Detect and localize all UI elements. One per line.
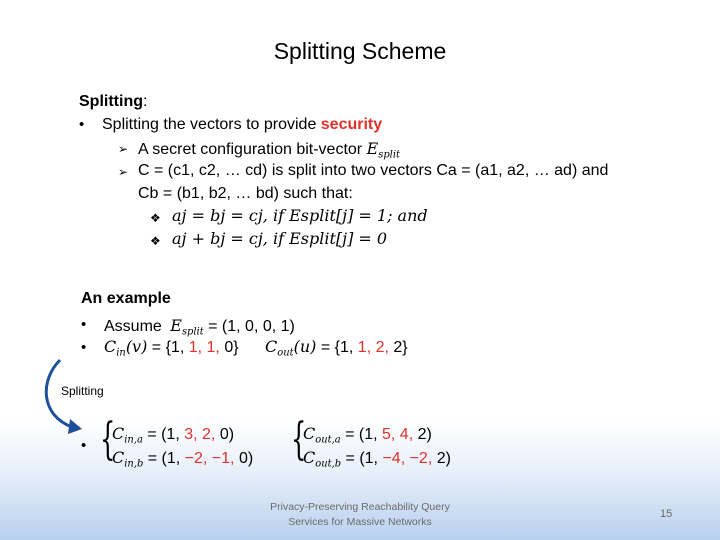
split-description-line: C = (c1, c2, … cd) is split into two vectors Ca = (a1, a2, … ad) and [138,162,609,179]
example-assume: Assume $E_{split} = (1$, 0, 0, 1) [104,316,295,338]
splitting-heading: Splitting: [79,93,148,110]
bullet-dot-icon: • [81,339,87,356]
split-description-cont: Cb = (b1, b2, … bd) such that: [138,185,353,202]
bullet-dot-icon: • [79,116,85,133]
bullet-dot-icon: • [81,437,87,454]
arrow-bullet-icon: ➢ [118,165,129,179]
cout-b-row: $C_{out,b} = (1$, −4, −2, 2) [303,448,451,470]
condition-equal: aj = bj = cj, if Esplit[j] = 1; and [172,206,428,225]
cin-b-row: $C_{in,b} = (1$, −2, −1, 0) [112,448,254,470]
bullet-security: Splitting the vectors to provide security [102,116,383,133]
footer-text: Privacy-Preserving Reachability Query Services for Massive Networks [270,501,450,528]
right-brace: { [291,414,307,465]
diamond-bullet-icon: ❖ [150,234,161,248]
secret-vector-line: A secret configuration bit-vector $E_{split}$ [138,139,400,161]
cin-a-row: $C_{in,a} = (1$, 3, 2, 0) [112,424,235,446]
splitting-label: Splitting [61,384,104,398]
slide-title: Splitting Scheme [273,38,447,64]
example-heading: An example [81,290,171,307]
example-cin-cout: $C_{in}(v) = \{1$, 1, 1, 0} $C_{out}(u) = \{1$, 1, 2, 2} [104,337,408,359]
arrow-bullet-icon: ➢ [118,142,129,156]
diamond-bullet-icon: ❖ [150,211,161,225]
page-number: 15 [660,508,673,520]
condition-sum: aj + bj = cj, if Esplit[j] = 0 [172,229,388,248]
bullet-dot-icon: • [81,316,87,333]
cout-a-row: $C_{out,a} = (1$, 5, 4, 2) [303,424,432,446]
left-brace: { [100,414,116,465]
